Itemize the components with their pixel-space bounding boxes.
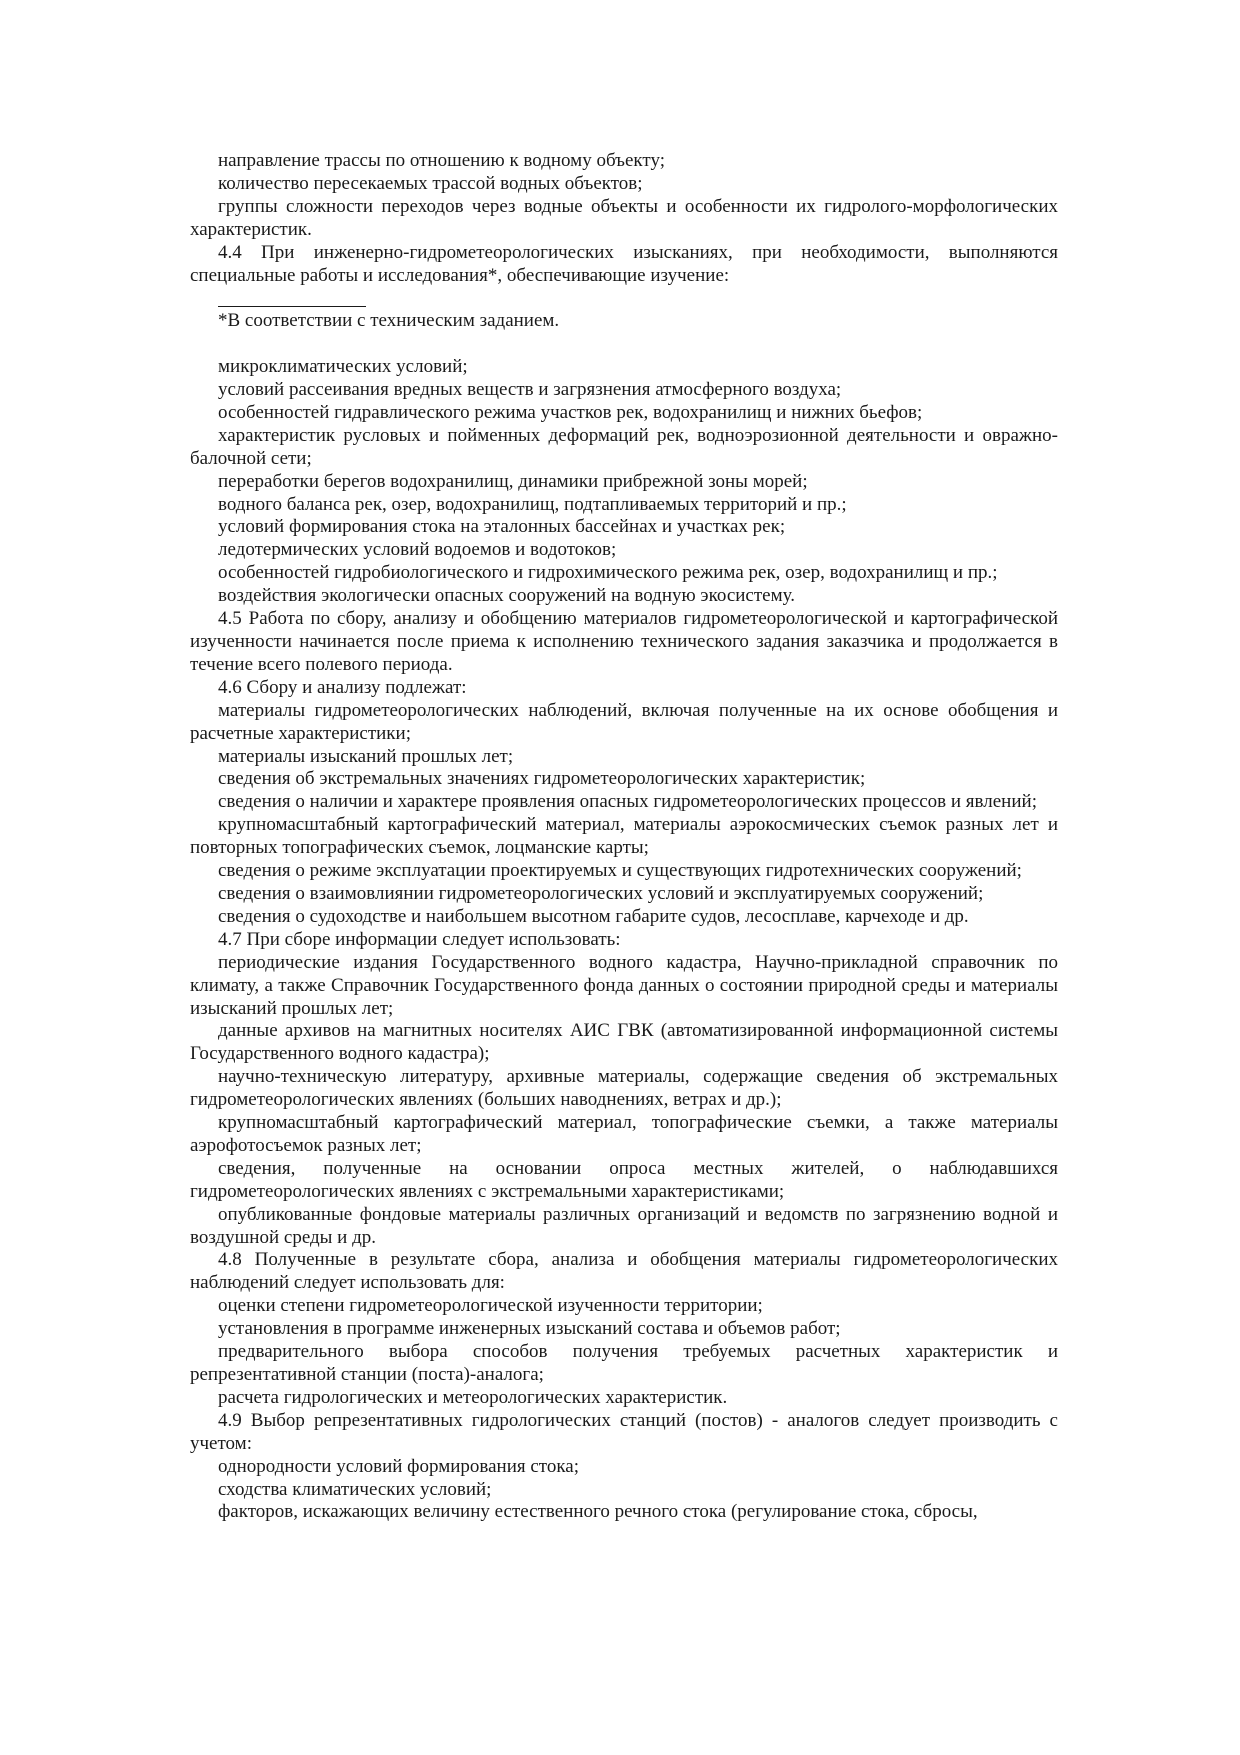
paragraph: установления в программе инженерных изысканий состава и объемов работ; [218, 1318, 841, 1340]
paragraph: 4.9 Выбор репрезентативных гидрологических станций (постов) - аналогов следует производить с учетом: [190, 1409, 1058, 1454]
paragraph: сведения о режиме эксплуатации проектируемых и существующих гидротехнических сооружений; [218, 860, 1022, 882]
paragraph: 4.4 При инженерно-гидрометеорологических изысканиях, при необходимости, выполняются специальные работы и исследования*, обеспечивающие изучение: [190, 241, 1058, 286]
paragraphs-main [190, 356, 1058, 1524]
paragraph: особенностей гидробиологического и гидрохимического режима рек, озер, водохранилищ и пр.; [218, 562, 998, 584]
paragraph: сведения о взаимовлиянии гидрометеорологических условий и эксплуатируемых сооружений; [218, 882, 984, 904]
paragraph: характеристик русловых и пойменных деформаций рек, водноэрозионной деятельности и овражно-балочной сети; [190, 424, 1058, 469]
paragraph: однородности условий формирования стока; [218, 1455, 580, 1477]
paragraph: крупномасштабный картографический материал, топографические съемки, а также материалы аэрофотосъемок разных лет; [190, 1112, 1058, 1156]
paragraph: сведения о наличии и характере проявления опасных гидрометеорологических процессов и явлений; [218, 791, 1037, 813]
footnote: *В соответствии с техническим заданием. [218, 310, 560, 332]
paragraph: факторов, искажающих величину естественного речного стока (регулирование стока, сбросы, [218, 1501, 978, 1523]
paragraph: воздействия экологически опасных сооружений на водную экосистему. [218, 585, 795, 607]
paragraph: 4.6 Сбору и анализу подлежат: [218, 676, 467, 698]
paragraph: группы сложности переходов через водные объекты и особенности их гидролого-морфологических характеристик. [190, 195, 1058, 240]
paragraph: сведения о судоходстве и наибольшем высотном габарите судов, лесосплаве, карчеходе и др. [218, 905, 969, 927]
paragraph: условий формирования стока на эталонных бассейнах и участках рек; [218, 516, 786, 538]
paragraph: направление трассы по отношению к водному объекту; [218, 150, 665, 171]
paragraph: сходства климатических условий; [218, 1478, 492, 1500]
paragraph: водного баланса рек, озер, водохранилищ, подтапливаемых территорий и пр.; [218, 493, 847, 515]
paragraph: предварительного выбора способов получения требуемых расчетных характеристик и репрезентативной станции (поста)-аналога; [190, 1341, 1058, 1385]
paragraph: материалы гидрометеорологических наблюдений, включая полученные на их основе обобщения и расчетные характеристики; [190, 699, 1058, 744]
paragraph: микроклиматических условий; [218, 356, 468, 378]
paragraph: периодические издания Государственного водного кадастра, Научно-прикладной справочник по климату, а также Справочник Государственного фонда данных о состоянии природной среды и материалы изысканий прошлых лет; [190, 951, 1058, 1019]
paragraph: условий рассеивания вредных веществ и загрязнения атмосферного воздуха; [218, 379, 842, 401]
paragraph: данные архивов на магнитных носителях АИС ГВК (автоматизированной информационной системы Государственного водного кадастра); [190, 1020, 1058, 1065]
footnote-separator [218, 287, 366, 310]
paragraph: оценки степени гидрометеорологической изученности территории; [218, 1295, 763, 1317]
paragraph: крупномасштабный картографический материал, материалы аэрокосмических съемок разных лет и повторных топографических съемок, лоцманские карты; [190, 814, 1058, 859]
paragraph: сведения об экстремальных значениях гидрометеорологических характеристик; [218, 768, 866, 790]
paragraph: 4.7 При сборе информации следует использовать: [218, 928, 621, 950]
paragraph: ледотермических условий водоемов и водотоков; [218, 539, 617, 561]
paragraph: особенностей гидравлического режима участков рек, водохранилищ и нижних бьефов; [218, 401, 923, 423]
paragraph: расчета гидрологических и метеорологических характеристик. [218, 1386, 728, 1408]
paragraph: сведения, полученные на основании опроса местных жителей, о наблюдавшихся гидрометеорологических явлениях с экстремальными характеристиками; [190, 1157, 1058, 1202]
paragraph: 4.5 Работа по сбору, анализу и обобщению материалов гидрометеорологической и картографической изученности начинается после приема к исполнению технического задания заказчика и продолжается в течение всего полевого периода. [190, 608, 1058, 675]
paragraph: переработки берегов водохранилищ, динамики прибрежной зоны морей; [218, 470, 808, 492]
paragraph: количество пересекаемых трассой водных объектов; [218, 172, 643, 194]
paragraphs-top [190, 150, 1058, 287]
paragraph: материалы изысканий прошлых лет; [218, 745, 514, 767]
paragraph: опубликованные фондовые материалы различных организаций и ведомств по загрязнению водной и воздушной среды и др. [190, 1203, 1058, 1248]
document-page [190, 150, 1058, 1524]
paragraph: научно-техническую литературу, архивные материалы, содержащие сведения об экстремальных гидрометеорологических явлениях (больших наводнениях, ветрах и др.); [190, 1066, 1058, 1111]
paragraph: 4.8 Полученные в результате сбора, анализа и обобщения материалы гидрометеорологических наблюдений следует использовать для: [190, 1249, 1058, 1294]
